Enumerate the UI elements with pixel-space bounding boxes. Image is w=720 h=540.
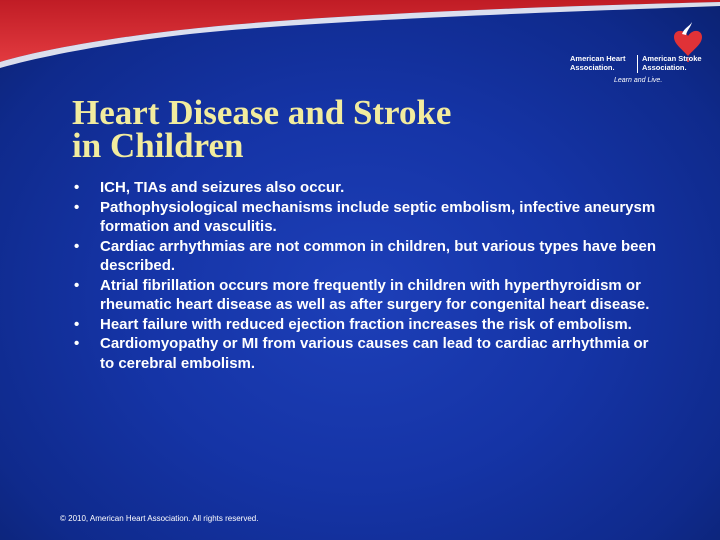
slide-title-line1: Heart Disease and Stroke (72, 93, 452, 132)
bullet-marker: • (74, 237, 80, 255)
bullet-text: Atrial fibrillation occurs more frequently in children with hyperthyroidism or rheumatic heart disease as well as after surgery for congenital heart disease. (100, 276, 650, 313)
bullet-item (72, 276, 662, 315)
slide-title (72, 93, 452, 165)
bullet-marker: • (74, 198, 80, 216)
aha-name (570, 54, 625, 72)
bullet-item (72, 315, 662, 335)
bullet-marker: • (74, 276, 80, 294)
bullet-item (72, 334, 662, 373)
bullet-marker: • (74, 335, 80, 352)
bullet-text: Pathophysiological mechanisms include septic embolism, infective aneurysm formation and vasculitis. (100, 198, 656, 235)
bullet-marker: • (74, 315, 80, 333)
logo-divider (637, 55, 638, 73)
asa-name-line1: American Stroke (642, 54, 702, 63)
bullet-text: Cardiac arrhythmias are not common in children, but various types have been described. (100, 237, 656, 274)
aha-name-line1: American Heart (570, 54, 626, 63)
aha-asa-logo (570, 22, 710, 88)
bullet-item (72, 237, 662, 276)
bullet-text: ICH, TIAs and seizures also occur. (100, 179, 345, 196)
asa-name (642, 54, 702, 72)
logo-tagline: Learn and Live. (614, 77, 663, 84)
bullet-item (72, 178, 662, 198)
copyright-footer: © 2010, American Heart Association. All rights reserved. (60, 514, 259, 523)
bullet-item (72, 198, 662, 237)
bullet-marker: • (74, 179, 80, 196)
bullet-list (72, 178, 662, 373)
bullet-text: Cardiomyopathy or MI from various causes can lead to cardiac arrhythmia or to cerebral embolism. (100, 335, 649, 372)
bullet-text: Heart failure with reduced ejection fraction increases the risk of embolism. (100, 315, 632, 333)
slide-title-line2: in Children (72, 126, 244, 165)
aha-name-line2: Association. (570, 63, 615, 72)
asa-name-line2: Association. (642, 63, 687, 72)
